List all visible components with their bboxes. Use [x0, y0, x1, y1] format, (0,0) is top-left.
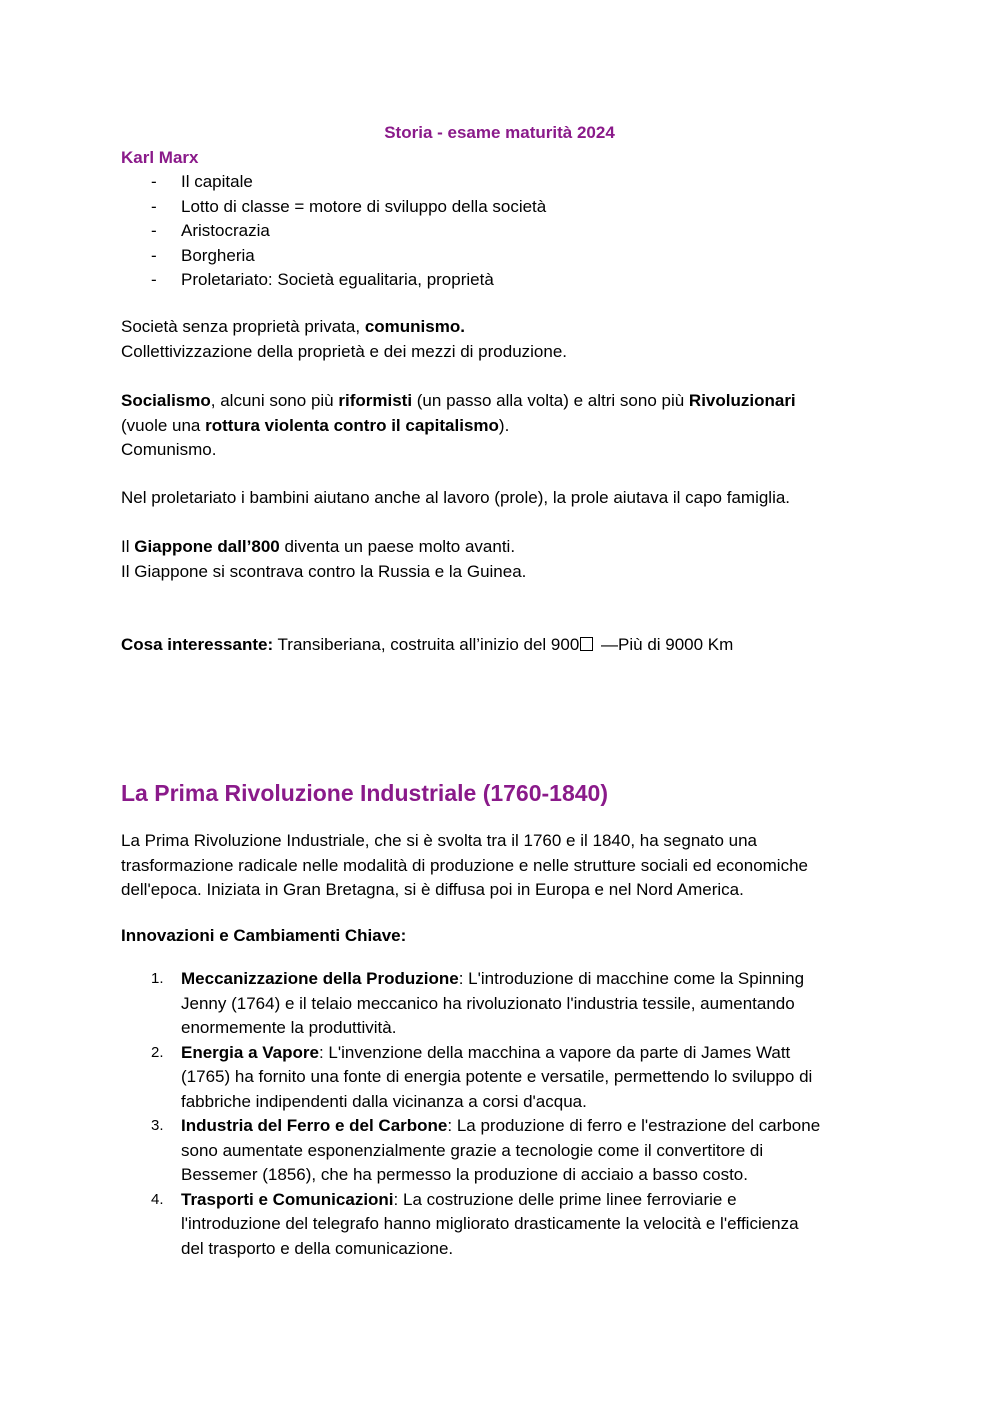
section-heading-rivoluzione: La Prima Rivoluzione Industriale (1760-1840): [121, 780, 608, 806]
list-number: 4.: [151, 1190, 164, 1208]
paragraph-giappone: Il Giappone dall’800 diventa un paese molto avanti. Il Giappone si scontrava contro la Russia e la Guinea.: [121, 537, 527, 581]
document-title: Storia - esame maturità 2024: [384, 123, 615, 142]
paragraph-intro-rivoluzione: La Prima Rivoluzione Industriale, che si è svolta tra il 1760 e il 1840, ha segnato una trasformazione radicale nelle modalità di produzione e nelle strutture sociali ed economiche dell'epoca. Iniziata in Gran Bretagna, si è diffusa poi in Europa e nel Nord America.: [121, 831, 808, 899]
dash-marker: -: [151, 245, 157, 265]
list-item: 1. Meccanizzazione della Produzione: L'introduzione di macchine come la Spinning Jenny (1764) e il telaio meccanico ha rivoluzionato l'industria tessile, aumentando enormemente la produttività.: [151, 969, 805, 1037]
list-number: 1.: [151, 970, 164, 987]
list-item: 4. Trasporti e Comunicazioni: La costruzione delle prime linee ferroviarie e l'introduzione del telegrafo hanno migliorato drasticamente la velocità e l'efficienza del trasporto e della comunicazione.: [151, 1189, 799, 1258]
paragraph-transiberiana: Cosa interessante: Transiberiana, costruita all’inizio del 900 —Più di 9000 Km: [121, 635, 734, 654]
subheading-innovazioni: Innovazioni e Cambiamenti Chiave:: [121, 926, 407, 945]
list-item: - Aristocrazia: [121, 219, 546, 244]
dash-marker: -: [151, 172, 157, 191]
dash-marker: -: [151, 270, 157, 289]
paragraph-comunismo: Società senza proprietà privata, comunismo. Collettivizzazione della proprietà e dei mezzi di produzione.: [121, 317, 568, 361]
karl-marx-list: [121, 170, 546, 293]
paragraph-proletariato: Nel proletariato i bambini aiutano anche al lavoro (prole), la prole aiutava il capo famiglia.: [121, 488, 791, 507]
dash-marker: -: [151, 221, 157, 240]
list-item: - Borgheria: [121, 244, 546, 269]
list-number: 3.: [151, 1117, 164, 1134]
section-heading-karl-marx: Karl Marx: [121, 148, 199, 167]
list-item: 3. Industria del Ferro e del Carbone: La produzione di ferro e l'estrazione del carbone sono aumentate esponenzialmente grazie a tecnologie come il convertitore di Bessemer (1856), che ha permesso la produzione di acciaio a basso costo.: [151, 1116, 821, 1184]
list-item: 2. Energia a Vapore: L'invenzione della macchina a vapore da parte di James Watt (1765) ha fornito una fonte di energia potente e versatile, permettendo lo sviluppo di fabbriche indipendenti dalla vicinanza a corsi d'acqua.: [151, 1042, 813, 1111]
paragraph-socialismo: Socialismo, alcuni sono più riformisti (un passo alla volta) e altri sono più Rivoluzionari (vuole una rottura violenta contro il capitalismo). Comunismo.: [121, 391, 796, 459]
placeholder-glyph-icon: [580, 637, 593, 651]
list-item: - Proletariato: Società egualitaria, proprietà: [121, 268, 546, 293]
list-item: - Lotto di classe = motore di sviluppo della società: [121, 195, 546, 220]
dash-marker: -: [151, 196, 157, 216]
list-number: 2.: [151, 1043, 164, 1061]
list-item: - Il capitale: [121, 170, 546, 195]
innovazioni-list: [121, 967, 881, 1261]
